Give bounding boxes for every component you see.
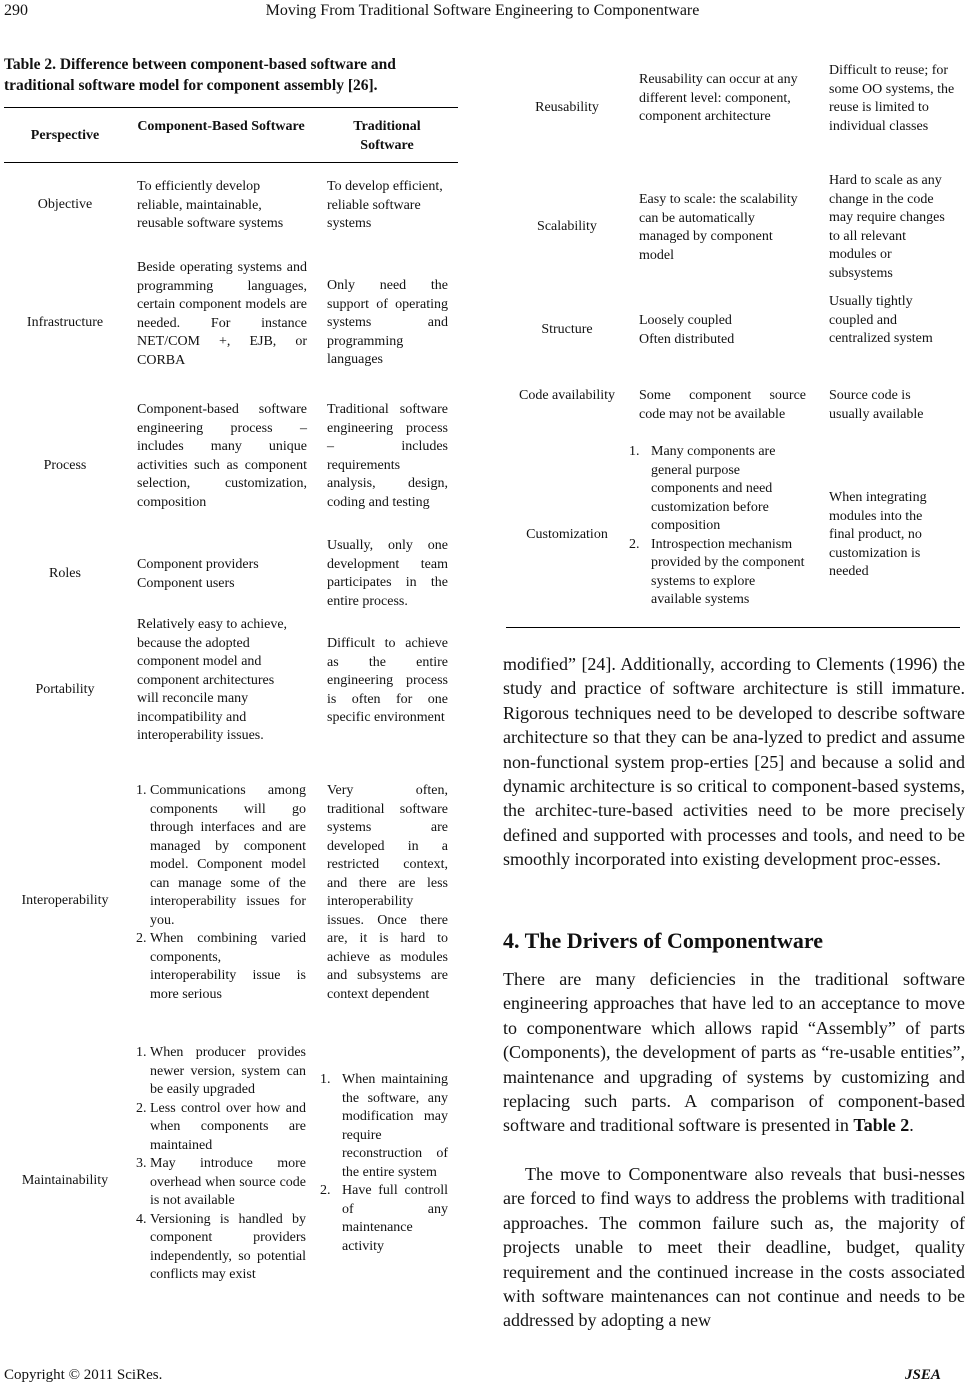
- list-item: 1. When maintaining the software, any modification may require reconstruction of the entire system: [320, 1072, 448, 1180]
- cell-portability-trad: Difficult to achieve as the entire engineering process is often for one specific environment: [327, 636, 448, 725]
- cell-maintainability-trad: [320, 1071, 448, 1256]
- cell-customization-trad: When integrating modules into the final product, no customization is needed: [829, 490, 927, 579]
- cell-objective-cbs: To efficiently develop reliable, maintainable, reusable software systems: [137, 179, 284, 231]
- cell-roles-cbs: Component providers Component users: [137, 557, 259, 591]
- footer-copyright: Copyright © 2011 SciRes.: [4, 1367, 163, 1383]
- cell-code-availability-trad: Source code is usually available: [829, 388, 924, 422]
- cell-scalability-cbs: Easy to scale: the scalability can be automatically managed by component model: [639, 192, 798, 263]
- cell-portability-cbs: Relatively easy to achieve, because the adopted component model and component architectures will reconcile many incompatibility and interoperability issues.: [137, 617, 288, 743]
- cell-reusability-cbs: Reusability can occur at any different level: component, component architecture: [639, 72, 798, 124]
- cell-structure-trad: Usually tightly coupled and centralized system: [829, 294, 933, 346]
- list-item: 4. Versioning is handled by component providers independently, so potential conflicts may exist: [136, 1211, 306, 1282]
- table-reference: Table 2: [853, 1115, 910, 1136]
- cell-process-cbs: Component-based software engineering process – includes many unique activities such as component selection, customization, composition: [137, 402, 307, 510]
- cell-objective-trad: To develop efficient, reliable software systems: [327, 179, 443, 231]
- list-item: 1. Communications among components will go through interfaces and are managed by component model. Component model can manage some of the interoperability issues for you.: [136, 783, 306, 928]
- row-label-maintainability: Maintainability: [21, 1173, 109, 1188]
- table-caption: Table 2. Difference between component-based software and traditional software model for component assembly [26].: [4, 56, 396, 94]
- header-perspective: Perspective: [30, 128, 100, 143]
- cell-structure-cbs: Loosely coupled Often distributed: [639, 313, 735, 347]
- section-heading: 4. The Drivers of Componentware: [503, 928, 823, 953]
- cell-interoperability-cbs: [136, 782, 306, 1004]
- body-paragraph-2: There are many deficiencies in the traditional software engineering approaches that have led to an acceptance to move to componentware which allows rapid “Assembly” of parts (Components), the development of parts as “re-usable entities”, maintenance and upgrading of systems by customizing and replacing such parts. A comparison of component-based software and traditional software is presented in Table 2.: [503, 969, 965, 1136]
- cell-infrastructure-trad: Only need the support of operating systems and programming languages: [327, 278, 448, 367]
- list-item: 1. When producer provides newer version, system can be easily upgraded: [136, 1045, 306, 1097]
- table-bottom-rule: [506, 627, 960, 628]
- row-label-portability: Portability: [35, 682, 95, 697]
- cell-maintainability-cbs: [136, 1044, 306, 1285]
- footer-journal: JSEA: [905, 1367, 941, 1383]
- list-item: 2. Less control over how and when components are maintained: [136, 1100, 306, 1153]
- cell-reusability-trad: Difficult to reuse; for some OO systems, the reuse is limited to individual classes: [829, 63, 955, 134]
- header-component-based: Component-Based Software: [137, 119, 305, 134]
- running-title: Moving From Traditional Software Engineering to Componentware: [265, 2, 700, 19]
- row-label-interoperability: Interoperability: [21, 893, 109, 908]
- cell-process-trad: Traditional software engineering process – includes requirements analysis, design, coding and testing: [327, 402, 448, 510]
- page-number: 290: [4, 2, 28, 19]
- list-item: 3. May introduce more overhead when source code is not available: [136, 1156, 306, 1208]
- list-item: 2. When combining varied components, interoperability issue is more serious: [136, 931, 306, 1002]
- row-label-objective: Objective: [37, 197, 93, 212]
- cell-code-availability-cbs: Some component source code may not be available: [639, 388, 806, 422]
- row-label-roles: Roles: [49, 566, 81, 581]
- row-label-structure: Structure: [541, 322, 593, 337]
- cell-infrastructure-cbs: Beside operating systems and programming languages, certain component models are needed. For instance NET/COM +, EJB, or CORBA: [137, 260, 307, 368]
- row-label-process: Process: [43, 458, 87, 473]
- body-paragraph-3: The move to Componentware also reveals that busi-nesses are forced to find ways to address the problems with traditional approaches. The common failure such as, the majority of projects unable to meet their deadline, budget, quality requirement and the continued increase in the costs associated with software maintenances can not continue and needs to be addressed by adopting a new: [503, 1164, 965, 1331]
- row-label-reusability: Reusability: [535, 100, 599, 115]
- table-top-rule: [4, 107, 458, 108]
- cell-interoperability-trad: Very often, traditional software systems are developed in a restricted context, and there are less interoperability issues. Once there are, it is hard to achieve as modules and subsystems are context dependent: [327, 783, 448, 1002]
- row-label-scalability: Scalability: [537, 219, 597, 234]
- list-item: 2. Introspection mechanism provided by the component systems to explore available systems: [629, 536, 805, 607]
- header-rule: [4, 162, 458, 163]
- cell-customization-cbs: [629, 443, 807, 610]
- cell-scalability-trad: Hard to scale as any change in the code may require changes to all relevant modules or subsystems: [829, 173, 945, 281]
- list-item: 2. Have full controll of any maintenance activity: [320, 1183, 448, 1254]
- header-traditional: Traditional Software: [353, 119, 421, 153]
- row-label-customization: Customization: [526, 527, 608, 542]
- row-label-infrastructure: Infrastructure: [26, 315, 104, 330]
- row-label-code-availability: Code availability: [518, 388, 616, 403]
- list-item: 1. Many components are general purpose components and need customization before composition: [629, 444, 776, 533]
- body-paragraph-1: modified” [24]. Additionally, according to Clements (1996) the study and practice of software architecture is still immature. Rigorous techniques need to be developed to describe software architecture so that they can be ana-lyzed to predict and assume non-functional system prop-erties [25] and because a solid and dynamic architecture is so critical to component-based systems, the architec-ture-based activities need to be more precisely defined and supported with processes and tools, and need to be smoothly incorporated into existing development proc-esses.: [503, 654, 965, 870]
- cell-roles-trad: Usually, only one development team participates in the entire process.: [327, 538, 448, 609]
